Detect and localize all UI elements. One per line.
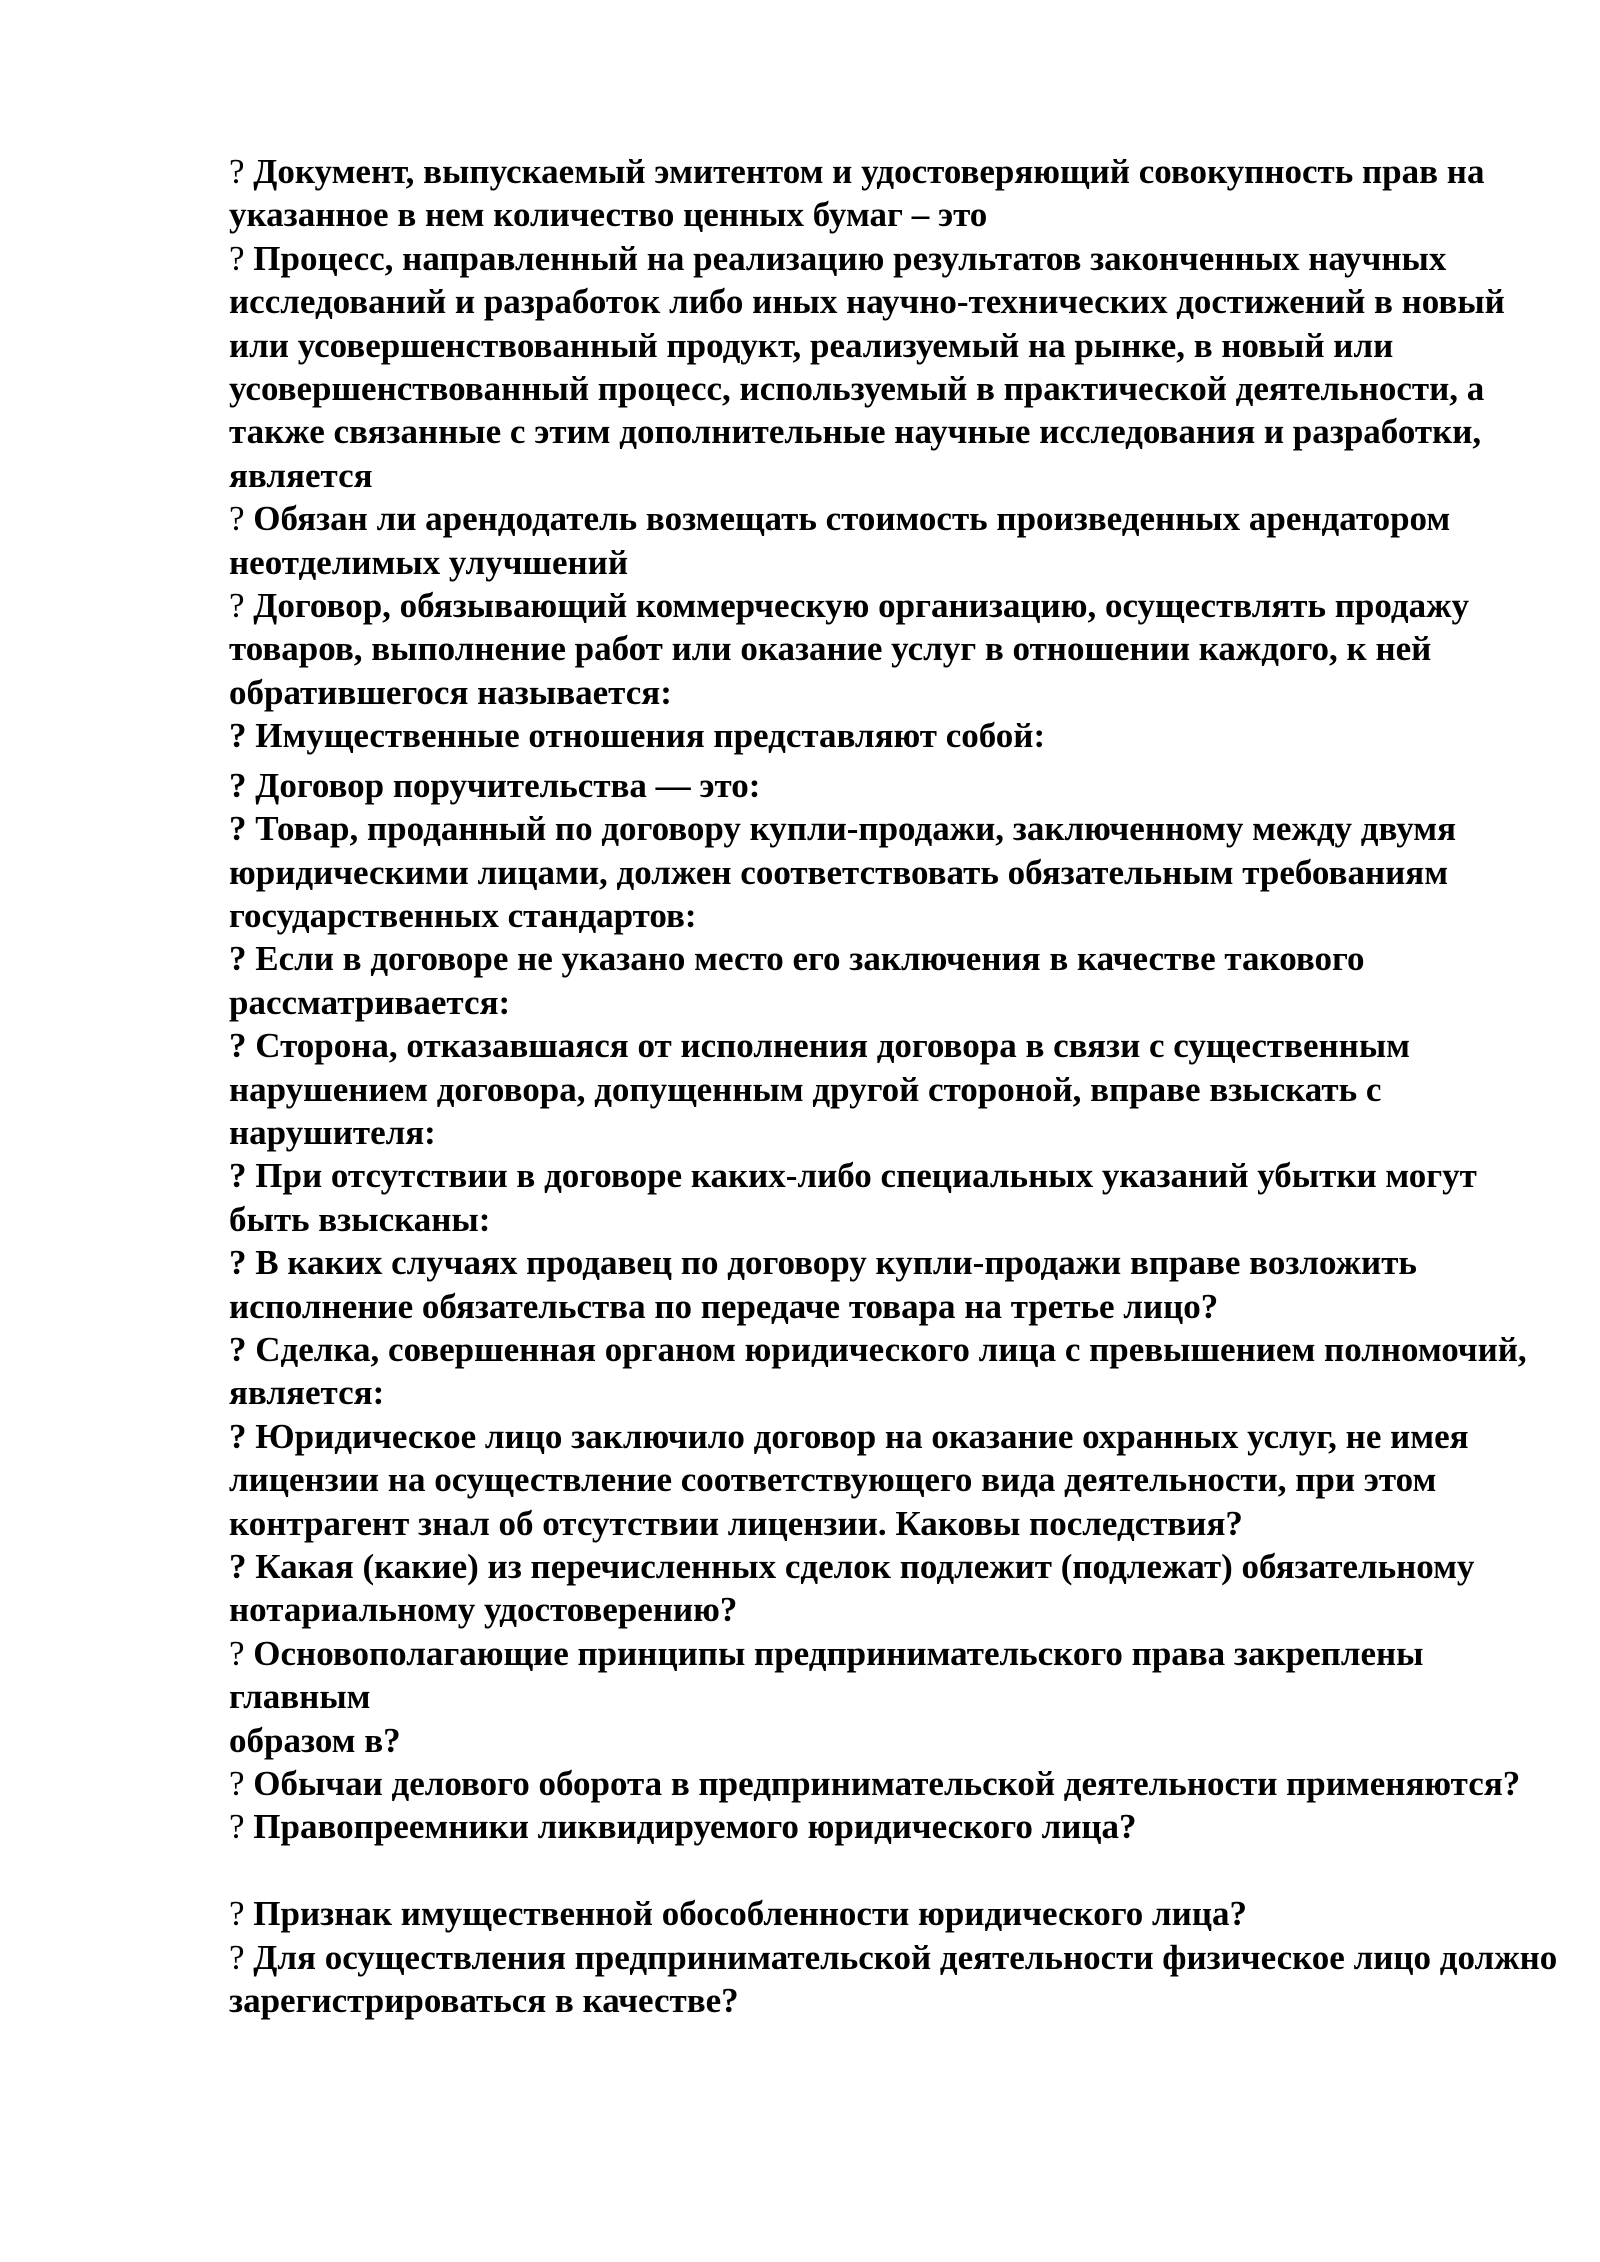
question-9: ? Сторона, отказавшаяся от исполнения договора в связи с существенным нарушением договора, допущенным другой стороной, вправе взыскать с нарушителя: (229, 1026, 1411, 1152)
question-1: ? Документ, выпускаемый эмитентом и удостоверяющий совокупность прав на указанное в нем количество ценных бумаг – это (229, 152, 1485, 235)
question-3: ? Обязан ли арендодатель возмещать стоимость произведенных арендатором неотделимых улучшений (229, 499, 1451, 582)
question-10: ? При отсутствии в договоре каких-либо специальных указаний убытки могут быть взысканы: (229, 1156, 1477, 1239)
question-2: ? Процесс, направленный на реализацию результатов законченных научных исследований и разработок либо иных научно-технических достижений в новый или усовершенствованный продукт, реализуемый на рынке, в новый или усовершенствованный процесс, используемый в практической деятельности, а также связанные с этим дополнительные научные исследования и разработки, является (229, 238, 1505, 495)
question-5: ? Имущественные отношения представляют собой: (229, 716, 1046, 756)
question-16: ? Обычаи делового оборота в предпринимательской деятельности применяются? (229, 1764, 1521, 1804)
document-page (229, 150, 1559, 2022)
question-8: ? Если в договоре не указано место его заключения в качестве такового рассматривается: (229, 939, 1365, 1022)
question-7: ? Товар, проданный по договору купли-продажи, заключенному между двумя юридическими лицами, должен соответствовать обязательным требованиям государственных стандартов: (229, 809, 1457, 935)
question-17: ? Правопреемники ликвидируемого юридического лица? (229, 1807, 1137, 1847)
question-15: ? Основополагающие принципы предпринимательского права закреплены главным образом в? (229, 1633, 1424, 1760)
question-14: ? Какая (какие) из перечисленных сделок подлежит (подлежат) обязательному нотариальному удостоверению? (229, 1547, 1475, 1630)
question-11: ? В каких случаях продавец по договору купли-продажи вправе возложить исполнение обязательства по передаче товара на третье лицо? (229, 1243, 1417, 1326)
question-18: ? Признак имущественной обособленности юридического лица? (229, 1894, 1248, 1934)
question-4: ? Договор, обязывающий коммерческую организацию, осуществлять продажу товаров, выполнение работ или оказание услуг в отношении каждого, к ней обратившегося называется: (229, 586, 1469, 712)
question-6: ? Договор поручительства — это: (229, 765, 761, 805)
question-19: ? Для осуществления предпринимательской деятельности физическое лицо должно зарегистрироваться в качестве? (229, 1937, 1558, 2021)
question-12: ? Сделка, совершенная органом юридического лица с превышением полномочий, является: (229, 1329, 1527, 1413)
question-13: ? Юридическое лицо заключило договор на оказание охранных услуг, не имея лицензии на осуществление соответствующего вида деятельности, при этом контрагент знал об отсутствии лицензии. Каковы последствия? (229, 1416, 1469, 1543)
blank-line (229, 1849, 1559, 1892)
